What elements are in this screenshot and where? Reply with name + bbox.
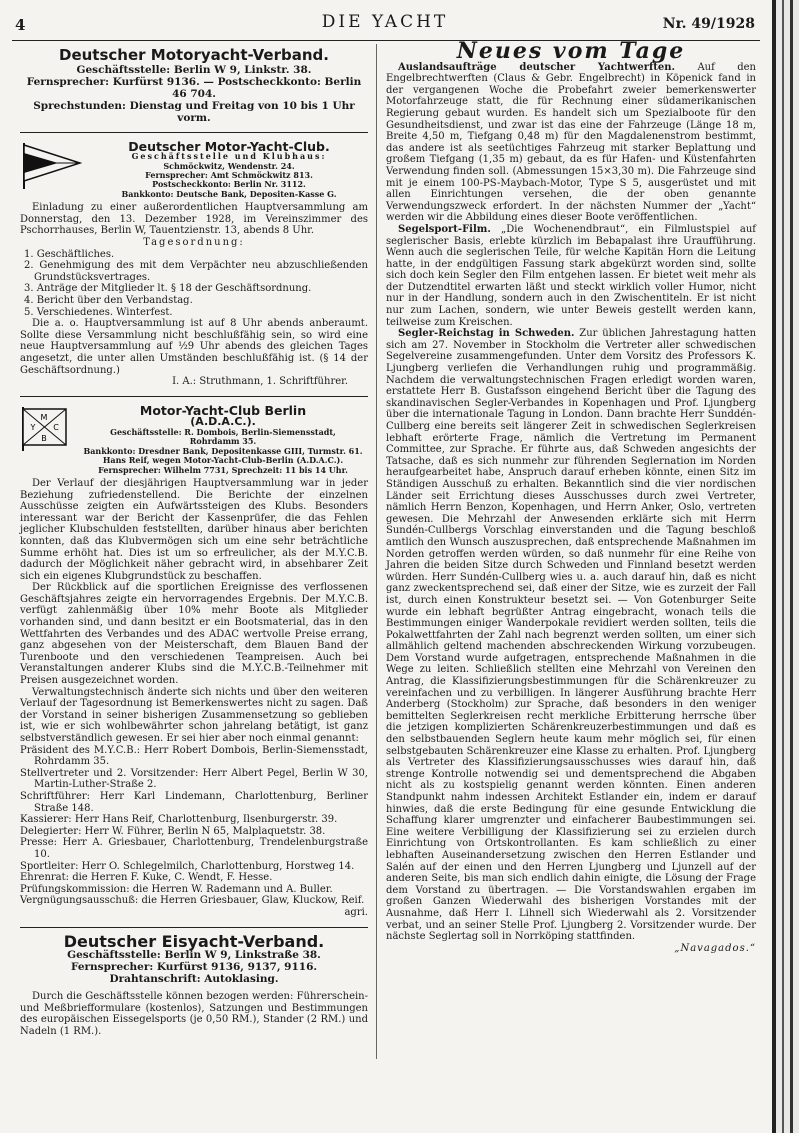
news-item-text: Auf den Engelbrechtwerften (Claus & Gebr. Engelbrecht) in Köpenick fand in der vergangenen Woche die Probefahrt zweier bemerkenswerter Motorfahrzeuge statt, die für Rechnung einer südamerikanischen Regierung gebaut wurden. Es handelt sich um Spezialboote für den Gesundheitsdienst, und zwar ist das eine der Fahrzeuge (Länge 18 m, Breite 4,50 m, Tiefgang 0,48 m) für den Magdalenenstrom bestimmt, das andere ist als seetüchtiges Fahrzeug mit starker Beplattung und großem Tiefgang (1,35 m) gebaut, da es für Hafen- und Küstenfahrten Verwendung finden soll. (Abmessungen 15×3,30 m). Die Fahrzeuge sind mit je einem 100-PS-Maybach-Motor, Type S 5, ausgerüstet und mit allen Einrichtungen versehen, die der oben genannte Verwendungszweck erfordert. In der nächsten Nummer der „Yacht“ werden wir die Abbildung eines dieser Boote veröffentlichen. [386, 61, 756, 224]
dmyc-note: Die a. o. Hauptversammlung ist auf 8 Uhr abends anberaumt. Sollte diese Versammlung nicht beschlußfähig sein, so wird eine neue Hauptversammlung auf ½9 Uhr abends des gleichen Tages angesetzt, die unter allen Umständen beschlußfähig ist. (§ 14 der Geschäftsordnung.) [20, 318, 368, 376]
svg-text:Y: Y [30, 422, 36, 432]
agenda-item: 4. Bericht über den Verbandstag. [24, 294, 193, 306]
agenda-title: Tagesordnung: [143, 237, 245, 248]
right-column [386, 38, 757, 954]
page-edge [772, 0, 776, 1133]
dev-line: Fernsprecher: Kurfürst 9136, 9137, 9116. [70, 961, 318, 974]
mycb-paragraph: Verwaltungstechnisch änderte sich nichts und über den weiteren Verlauf der Tagesordnung ist Bemerkenswertes nicht zu sagen. Daß der Vorstand in seiner bisherigen Zusammensetzung so geblieben ist, wie er sich wohlbewährter schon jahrelang betätigt, ist ganz selbstverständlich gewesen. Er sei hier aber noch einmal genannt: [20, 686, 368, 744]
svg-text:C: C [53, 422, 59, 432]
issue-number: Nr. 49/1928 [662, 16, 755, 32]
officer-entry: Kassierer: Herr Hans Reif, Charlottenburg, Ilsenburgerstr. 39. [20, 814, 338, 826]
news-item-text: „Die Wochenendbraut“, ein Filmlustspiel auf seglerischer Basis, erlebte kürzlich im Bebapalast ihre Uraufführung. Wenn auch die seglerischen Teile, für welche Kapitän Horn die Leitung hatte, in der endgültigen Fassung stark abgekürzt worden sind, sollte sich doch kein Segler den Film entgehen lassen. Er bietet weit mehr als der Dutzendtitel erwarten läßt und steckt wirklich voller Humor, nicht nur in der Handlung, sondern auch in den Zwischentiteln. Er ist nicht nur zum Lachen, sondern, wie unter Beweis gestellt werden kann, teilweise zum Kreischen. [386, 223, 756, 328]
dmv-line: Fernsprecher: Kurfürst 9136. — Postscheckkonto: Berlin 46 704. [26, 75, 362, 100]
dmv-address [20, 64, 368, 124]
dev-line: Drahtanschrift: Autoklasing. [109, 973, 279, 986]
svg-text:B: B [41, 433, 47, 443]
section-rule [20, 396, 368, 397]
news-item [386, 328, 756, 942]
officer-entry: Präsident des M.Y.C.B.: Herr Robert Dombois, Berlin-Siemensstadt, Rohrdamm 35. [20, 744, 368, 768]
news-item-title: Segelsport-Film. [398, 223, 491, 235]
left-column [20, 46, 368, 1037]
agenda-item: 3. Anträge der Mitglieder lt. § 18 der Geschäftsordnung. [24, 283, 312, 295]
dmyc-header [20, 138, 368, 200]
officer-entry: Sportleiter: Herr O. Schlegelmilch, Charlottenburg, Horstweg 14. [20, 860, 355, 872]
news-item-title: Segler-Reichstag in Schweden. [398, 328, 575, 340]
dmyc-subtitle: Geschäftsstelle und Klubhaus: [131, 151, 327, 162]
page-edge [782, 0, 784, 1133]
dmyc-line: Fernsprecher: Amt Schmöckwitz 813. [145, 170, 313, 180]
agenda-item: 1. Geschäftliches. [24, 248, 115, 260]
dev-text: Durch die Geschäftsstelle können bezogen werden: Führerschein- und Meßbriefformulare (kostenlos), Satzungen und Bestimmungen des europäischen Eissegelsports (je 0,50 RM.), Stander (2 RM.) und Nadeln (1 RM.). [20, 991, 368, 1037]
svg-text:M: M [40, 412, 48, 422]
news-heading: Neues vom Tage [456, 38, 686, 64]
officer-entry: Prüfungskommission: die Herren W. Rademann und A. Buller. [20, 883, 333, 895]
news-item [386, 224, 756, 328]
mycb-line: Hans Reif, wegen Motor-Yacht-Club-Berlin (A.D.A.C.). [102, 455, 344, 466]
officer-entry: Stellvertreter und 2. Vorsitzender: Herr Albert Pegel, Berlin W 30, Martin-Luther-Straße 2. [20, 767, 368, 791]
officer-entry: Vergnügungsausschuß: die Herren Griesbauer, Glaw, Kluckow, Reif. [20, 895, 365, 907]
mycb-line: Fernsprecher: Wilhelm 7731, Sprechzeit: 11 bis 14 Uhr. [98, 464, 348, 475]
mycb-header [20, 402, 368, 475]
news-item-title: Auslandsaufträge deutscher Yachtwerften. [398, 61, 676, 73]
officer-entry: Delegierter: Herr W. Führer, Berlin N 65, Malplaquetstr. 38. [20, 825, 326, 837]
dmv-title: Deutscher Motoryacht-Verband. [59, 46, 329, 64]
section-rule [20, 927, 368, 928]
mycb-line: Bankkonto: Dresdner Bank, Depositenkasse GIII, Turmstr. 61. [83, 445, 363, 456]
mycb-title: Motor-Yacht-Club Berlin [139, 402, 307, 418]
mycb-signature: agri. [344, 906, 368, 918]
mycb-line: Rohrdamm 35. [189, 436, 257, 447]
dev-line: Geschäftsstelle: Berlin W 9, Linkstraße 38. [67, 949, 321, 962]
officer-entry: Schriftführer: Herr Karl Lindemann, Charlottenburg, Berliner Straße 148. [20, 790, 368, 814]
dmyc-signature: I. A.: Struthmann, 1. Schriftführer. [172, 376, 348, 388]
page-edge [790, 0, 793, 1133]
dmyc-title: Deutscher Motor-Yacht-Club. [128, 138, 330, 154]
dmyc-line: Schmöckwitz, Wendenstr. 24. [163, 160, 295, 171]
news-item [386, 62, 756, 224]
dev-address [20, 949, 368, 985]
dmv-line: Sprechstunden: Dienstag und Freitag von 10 bis 1 Uhr vorm. [33, 99, 355, 124]
news-signature: „Navagados.“ [674, 942, 756, 954]
section-rule [20, 132, 368, 133]
column-divider [376, 44, 377, 1059]
club-pennant-icon [20, 141, 82, 191]
news-item-text: Zur üblichen Jahrestagung hatten sich am 27. November in Stockholm die Vertreter aller schwedischen Segelvereine zusammengefunden. Unter dem Vorsitz des Professors K. Ljungberg verliefen die Verhandlungen ruhig und programmäßig. Nachdem die verwaltungstechnischen Fragen erledigt worden waren, erstattete Herr B. Gustafsson eingehend Bericht über die Tagung des skandinavischen Segler-Verbandes in Kopenhagen und Prof. Ljungberg über die internationale Tagung in London. Dann brachte Herr Sunddén-Cullberg eine bereits seit längerer Zeit in schwedischen Seglerkreisen lebhaft erörterte Frage, nämlich die Vertretung im Permanent Committee, zur Sprache. Er führte aus, daß Schweden angesichts der Tatsache, daß es sich nunmehr zur führenden Seglernation im Norden heraufgearbeitet habe, Anspruch darauf erheben könnte, einen Sitz im Ständigen Ausschuß zu erhalten. Bekanntlich sind die vier nordischen Länder seit Errichtung dieses Ausschusses durch zwei Vertreter, nämlich Herrn Benzon, Kopenhagen, und Herrn Anker, Oslo, vertreten gewesen. Die Mehrzahl der Anwesenden erklärte sich mit Herrn Sundén-Cullbergs Vorschlag einverstanden und die Tagung beschloß amtlich den Wunsch auszusprechen, daß entsprechende Maßnahmen im Norden getroffen werden würden, so daß nunmehr für eine Reihe von Jahren die beiden Sitze durch Schweden und Finnland besetzt werden würden. Herr Sundén-Cullberg wies u. a. auch darauf hin, daß es nicht ganz zweckentsprechend sei, daß einer der Sitze, wie es zurzeit der Fall ist, durch einen Konstrukteur besetzt sei. — Von Gotenburger Seite wurde ein lebhaft begrüßter Antrag eingebracht, wonach teils die Bestimmungen einiger Wanderpokale revidiert werden sollten, teils die Pokalwettfahrten der Zahl nach begrenzt werden sollten, um einer sich allmählich geltend machenden abschreckenden Wirkung vorzubeugen. Dem Vorstand wurde aufgetragen, entsprechende Maßnahmen in die Wege zu leiten. Schließlich stellten eine Mehrzahl von Vereinen den Antrag, die Klassifizierungsbestimmungen für die Schärenkreuzer zu vereinfachen und zu verbilligen. In längerer Ausführung brachte Herr Anderberg (Stockholm) zur Sprache, daß besonders in den weniger bemittelten Seglerkreisen recht merkliche Erbitterung herrsche über die jetzigen komplizierten Schärenkreuzerbestimmungen und daß es den selbstbauenden Seglern heute kaum mehr möglich sei, für einen selbstgebauten Schärenkreuzer eine Klasse zu erhalten. Prof. Ljungberg als Vertreter des Klassifizierungsausschusses wies darauf hin, daß strenge Kontrolle notwendig sei und dementsprechend die Abgaben nicht als zu kostspielig genannt werden könnten. Einen anderen Standpunkt nahm indessen Architekt Estlander ein, indem er darauf hinwies, daß die erste Bedingung für eine gesunde Entwicklung die Schaffung klarer umgrenzter und einfacherer Baubestimmungen sei. Eine weitere Verbilligung der Klassifizierung sei zu erzielen durch Einrichtung von Ortskontrollanten. Es kam schließlich zu einer lebhaften Auseinandersetzung zwischen den Herren Estlander und Salén auf der einen und den Herren Ljungberg und Ljunzell auf der anderen Seite, bis man sich endlich dahin einigte, die Lösung der Frage dem Vorstand zu übertragen. — Die Vorstandswahlen ergaben im großen Ganzen Wiederwahl des bisherigen Vorstandes mit der Ausnahme, daß Herr I. Lihnell sich Wiederwahl als 2. Vorsitzender verbat, und an seiner Stelle Prof. Ljungberg 2. Vorsitzender wurde. Der nächste Seglertag soll in Norrköping stattfinden. [386, 328, 757, 943]
mycb-paragraph: Der Verlauf der diesjährigen Hauptversammlung war in jeder Beziehung zufriedenstellend. Die Berichte der einzelnen Ausschüsse zeigten ein Aufwärtssteigen des Klubs. Besonders interessant war der Bericht der Kassenprüfer, die das Fehlen jeglicher Klubschulden feststellten, darüber hinaus aber berichten konnten, daß das Klubvermögen sich um eine sehr beträchtliche Summe erhöht hat. Dies ist um so erfreulicher, als der M.Y.C.B. dadurch der Möglichkeit näher gebracht wird, in absehbarer Zeit sich ein eigenes Klubgrundstück zu beschaffen. [20, 477, 368, 582]
mycb-paragraph: Der Rückblick auf die sportlichen Ereignisse des verflossenen Geschäftsjahres zeigte ein hervorragendes Ergebnis. Der M.Y.C.B. verfügt zahlenmäßig über 10% mehr Boote als Mitglieder vorhanden sind, und dann besitzt er ein Bootsmaterial, das in den Wettfahrten des Verbandes und des ADAC wertvolle Preise errang, ganz abgesehen von der Meisterschaft, dem Blauen Band der Turenboote und den verschiedenen Teampreisen. Auch bei Veranstaltungen anderer Klubs sind die M.Y.C.B.-Teilnehmer mit Preisen ausgezeichnet worden. [20, 582, 368, 687]
page-header [15, 12, 755, 38]
dmv-line: Geschäftsstelle: Berlin W 9, Linkstr. 38. [76, 63, 312, 76]
masthead: DIE YACHT [321, 12, 449, 32]
dev-title: Deutscher Eisyacht-Verband. [63, 931, 325, 951]
mycb-burgee-icon [20, 405, 70, 453]
officer-entry: Presse: Herr A. Griesbauer, Charlottenburg, Trendelenburgstraße 10. [20, 837, 368, 860]
officer-entry: Ehrenrat: die Herren F. Kuke, C. Wendt, F. Hesse. [20, 872, 273, 884]
dmyc-line: Bankkonto: Deutsche Bank, Depositen-Kasse G. [121, 188, 337, 199]
dmyc-invite: Einladung zu einer außerordentlichen Hauptversammlung am Donnerstag, den 13. Dezember 1928, im Vereinszimmer des Pschorrhauses, Berlin W, Tauentzienstr. 13, abends 8 Uhr. [20, 202, 368, 237]
agenda-item: 2. Genehmigung des mit dem Verpächter neu abzuschließenden Grundstücksvertrages. [24, 260, 368, 283]
dmyc-line: Postscheckkonto: Berlin Nr. 3112. [152, 179, 306, 190]
mycb-line: Geschäftsstelle: R. Dombois, Berlin-Siemensstadt, [110, 426, 336, 437]
agenda-item: 5. Verschiedenes. Winterfest. [24, 306, 173, 318]
page-number: 4 [15, 16, 26, 34]
mycb-subtitle: (A.D.A.C.). [190, 415, 256, 429]
